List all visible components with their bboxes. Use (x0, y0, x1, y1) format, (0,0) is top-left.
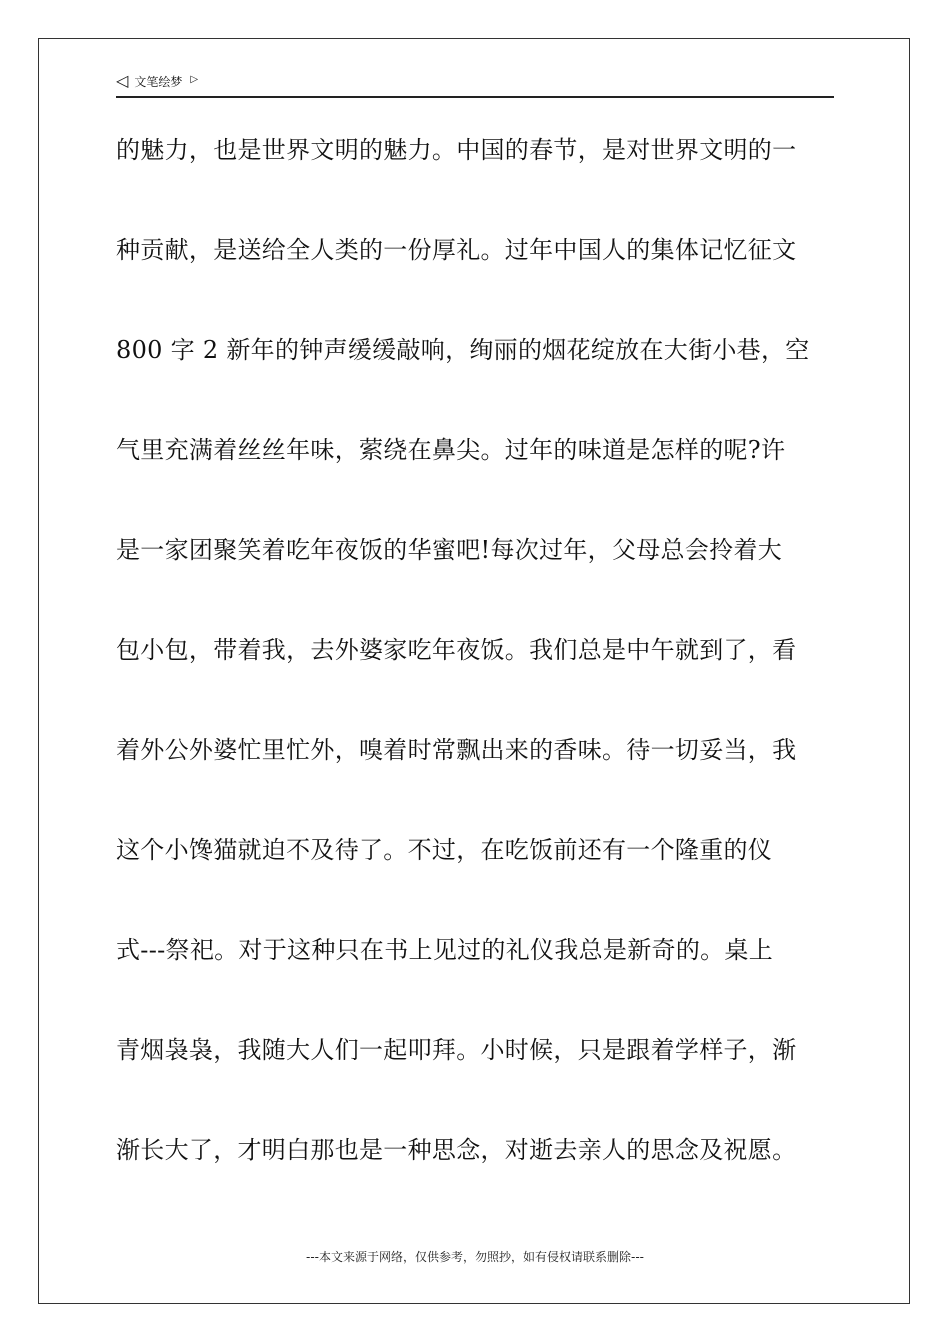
text-line: 这个小馋猫就迫不及待了。不过，在吃饭前还有一个隆重的仪 (116, 836, 773, 864)
text-line: 的魅力，也是世界文明的魅力。中国的春节，是对世界文明的一 (116, 136, 797, 164)
text-line: 800 字 2 新年的钟声缓缓敲响，绚丽的烟花绽放在大街小巷，空 (116, 336, 810, 364)
header-title: 文笔绘梦 (134, 74, 183, 89)
text-line: 渐长大了，才明白那也是一种思念，对逝去亲人的思念及祝愿。 (116, 1136, 797, 1164)
text-line: 着外公外婆忙里忙外，嗅着时常飘出来的香味。待一切妥当，我 (116, 736, 797, 764)
page-footer: ---本文来源于网络，仅供参考，勿照抄，如有侵权请联系删除--- (306, 1250, 644, 1264)
triangle-right-icon: ▷ (190, 73, 199, 85)
text-line: 包小包，带着我，去外婆家吃年夜饭。我们总是中午就到了，看 (116, 636, 797, 664)
triangle-left-icon: ◁ (116, 71, 129, 90)
text-line: 气里充满着丝丝年味，萦绕在鼻尖。过年的味道是怎样的呢?许 (116, 436, 786, 464)
text-line: 青烟袅袅，我随大人们一起叩拜。小时候，只是跟着学样子，渐 (116, 1036, 797, 1064)
text-line: 种贡献，是送给全人类的一份厚礼。过年中国人的集体记忆征文 (116, 236, 797, 264)
page-header (116, 72, 834, 98)
text-line: 式---祭祀。对于这种只在书上见过的礼仪我总是新奇的。桌上 (116, 936, 774, 964)
body-text (116, 130, 838, 1230)
text-line: 是一家团聚笑着吃年夜饭的华蜜吧!每次过年，父母总会拎着大 (116, 536, 783, 564)
